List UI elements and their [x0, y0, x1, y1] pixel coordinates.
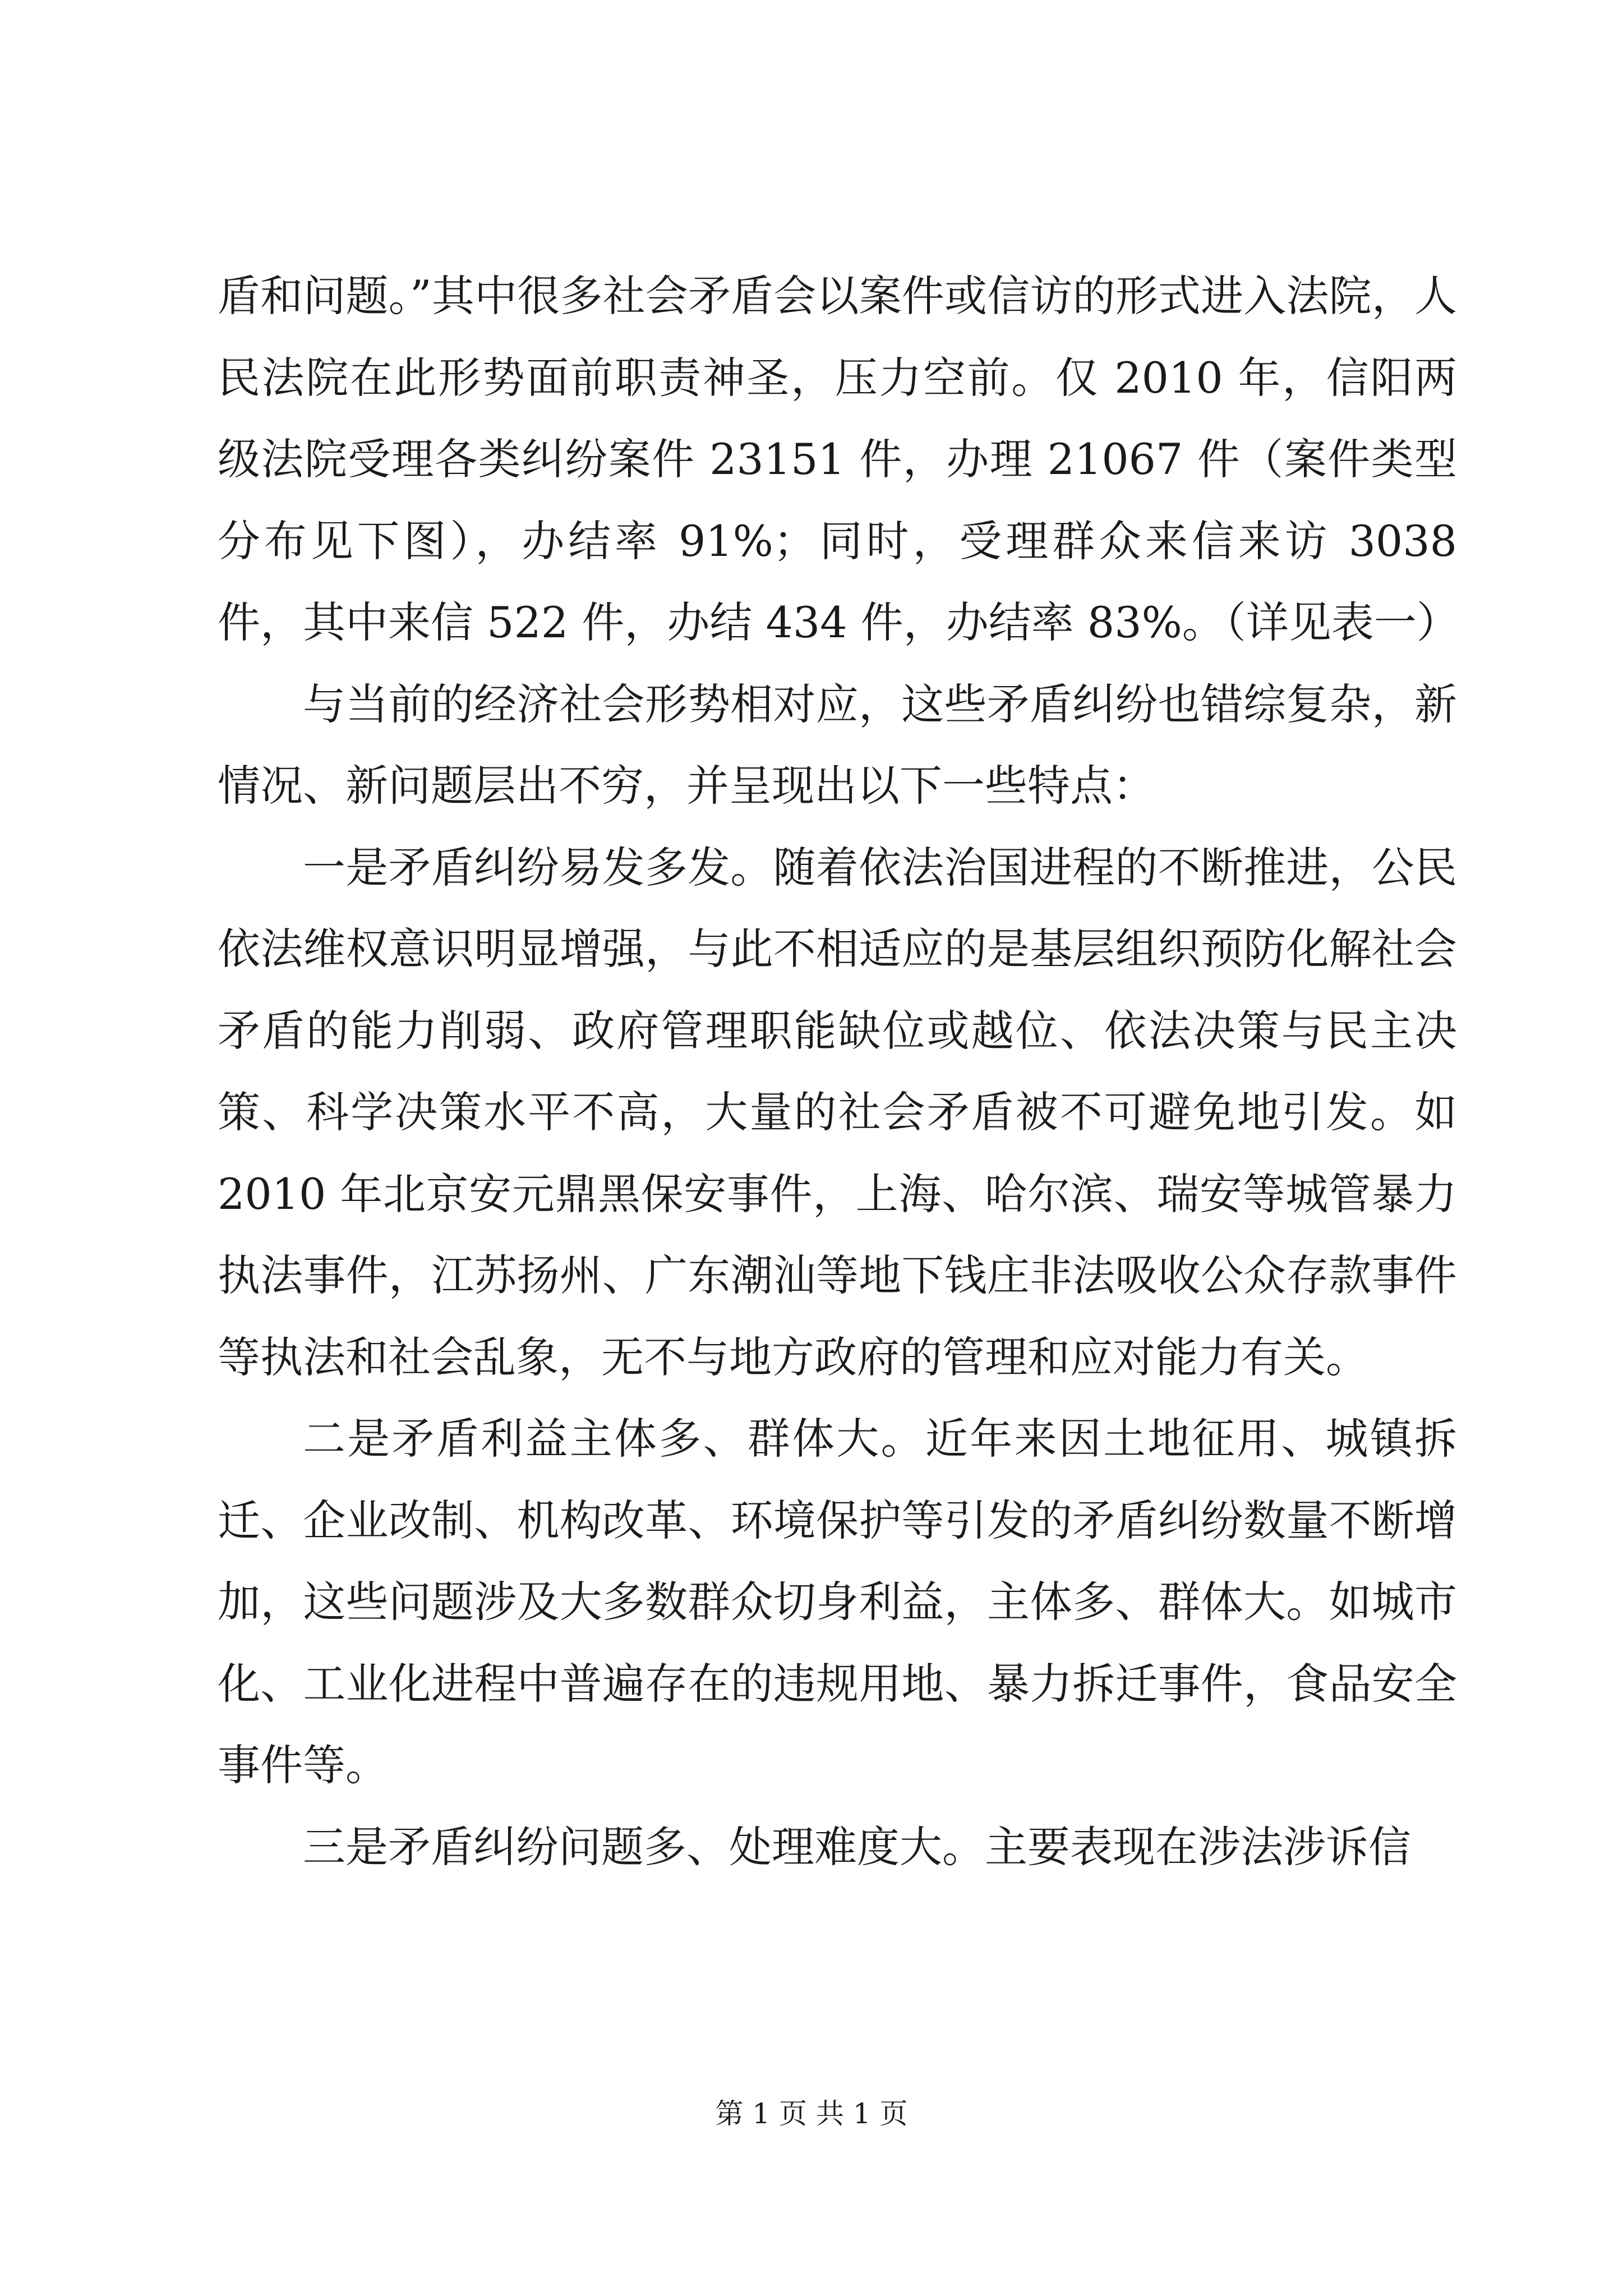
page-footer: 第 1 页 共 1 页	[715, 2097, 908, 2130]
paragraph-3: 一是矛盾纠纷易发多发。随着依法治国进程的不断推进，公民依法维权意识明显增强，与此不相适应的是基层组织预防化解社会矛盾的能力削弱、政府管理职能缺位或越位、依法决策与民主决策、科学决策水平不高，大量的社会矛盾被不可避免地引发。如 2010 年北京安元鼎黑保安事件，上海、哈尔滨、瑞安等城管暴力执法事件，江苏扬州、广东潮汕等地下钱庄非法吸收公众存款事件等执法和社会乱象，无不与地方政府的管理和应对能力有关。	[218, 842, 1457, 1382]
paragraph-2: 与当前的经济社会形势相对应，这些矛盾纠纷也错综复杂，新情况、新问题层出不穷，并呈现出以下一些特点：	[218, 679, 1457, 811]
paragraph-1: 盾和问题。”其中很多社会矛盾会以案件或信访的形式进入法院，人民法院在此形势面前职责神圣，压力空前。仅 2010 年，信阳两级法院受理各类纠纷案件 23151 件，办理 21067 件（案件类型分布见下图），办结率 91%；同时，受理群众来信来访 3038 件，其中来信 522 件，办结 434 件，办结率 83%。（详见表一）	[218, 271, 1459, 647]
paragraph-5: 三是矛盾纠纷问题多、处理难度大。主要表现在涉法涉诉信	[303, 1821, 1411, 1872]
document-body	[218, 255, 1457, 1888]
paragraph-4: 二是矛盾利益主体多、群体大。近年来因土地征用、城镇拆迁、企业改制、机构改革、环境保护等引发的矛盾纠纷数量不断增加，这些问题涉及大多数群众切身利益，主体多、群体大。如城市化、工业化进程中普遍存在的违规用地、暴力拆迁事件，食品安全事件等。	[218, 1414, 1457, 1790]
